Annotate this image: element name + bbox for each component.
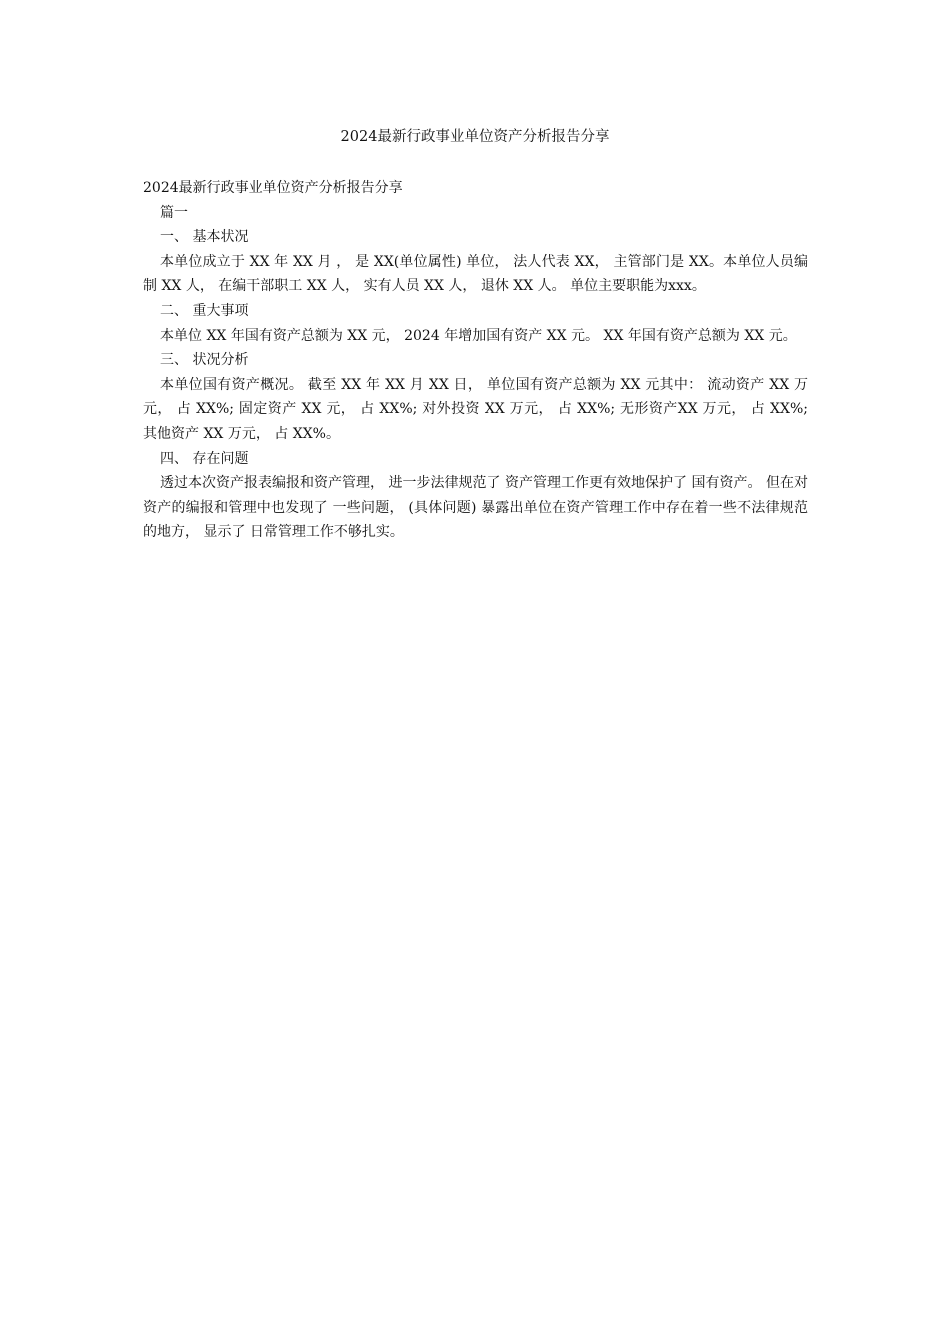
section-paragraph-existing-problems: 透过本次资产报表编报和资产管理， 进一步法律规范了 资产管理工作更有效地保护了 国有资产。 但在对资产的编报和管理中也发现了 一些问题， (具体问题) 暴露出单位在资产管理工作中存在着一些不法律规范的地方， 显示了 日常管理工作不够扎实。 [143,475,808,541]
section-heading-major-events: 二、 重大事项 [160,302,249,319]
section-paragraph-major-events: 本单位 XX 年国有资产总额为 XX 元， 2024 年增加国有资产 XX 元。 XX 年国有资产总额为 XX 元。 [160,327,797,344]
section-paragraph-basic-status: 本单位成立于 XX 年 XX 月 ， 是 XX(单位属性) 单位， 法人代表 XX， 主管部门是 XX。本单位人员编制 XX 人， 在编干部职工 XX 人， 实有人员 XX 人， 退休 XX 人。 单位主要职能为xxx。 [143,253,808,295]
section-heading-basic-status: 一、 基本状况 [160,229,249,246]
part-label: 篇一 [160,204,188,221]
page-title: 2024最新行政事业单位资产分析报告分享 [340,129,610,145]
document-heading: 2024最新行政事业单位资产分析报告分享 [143,180,403,196]
section-heading-existing-problems: 四、 存在问题 [160,450,249,467]
section-paragraph-status-analysis: 本单位国有资产概况。 截至 XX 年 XX 月 XX 日， 单位国有资产总额为 XX 元其中： 流动资产 XX 万元， 占 XX%; 固定资产 XX 元， 占 XX%; 对外投资 XX 万元， 占 XX%; 无形资产XX 万元， 占 XX%; 其他资产 XX 万元， 占 XX%。 [143,376,808,442]
document-body [143,176,808,545]
section-heading-status-analysis: 三、 状况分析 [160,352,249,369]
